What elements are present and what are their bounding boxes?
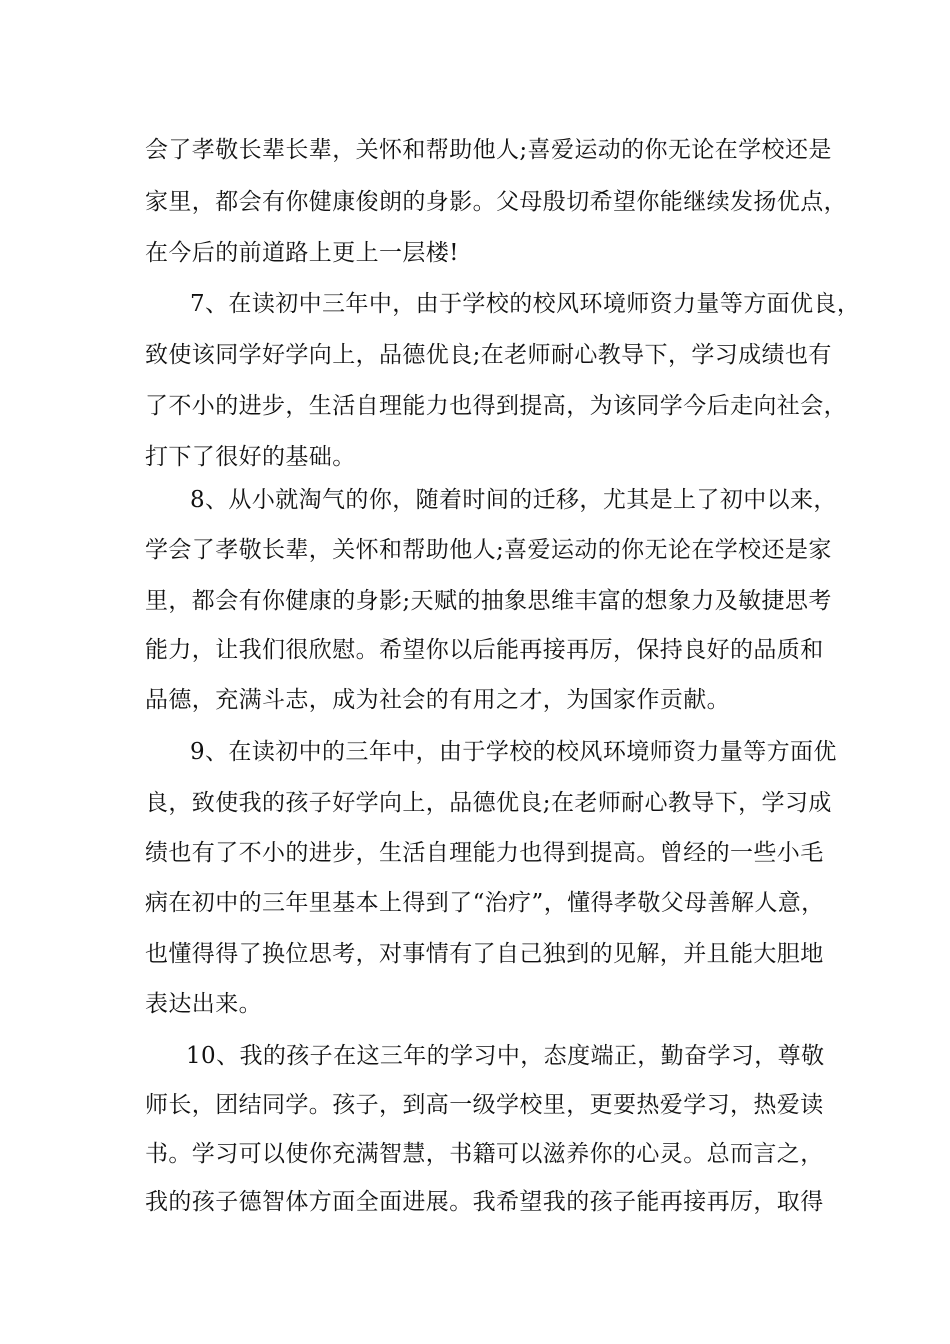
paragraph-line: 9、在读初中的三年中，由于学校的校风环境师资力量等方面优	[190, 739, 837, 765]
paragraph-line: 表达出来。	[145, 991, 262, 1017]
paragraph-line: 师长，团结同学。孩子，到高一级学校里，更要热爱学习，热爱读	[145, 1092, 824, 1118]
paragraph-line: 7、在读初中三年中，由于学校的校风环境师资力量等方面优良，	[190, 291, 861, 317]
paragraph-line: 我的孩子德智体方面全面进展。我希望我的孩子能再接再厉，取得	[145, 1189, 824, 1215]
paragraph-line: 致使该同学好学向上，品德优良;在老师耐心教导下，学习成绩也有	[145, 342, 832, 368]
paragraph-line: 良，致使我的孩子好学向上，品德优良;在老师耐心教导下，学习成	[145, 790, 832, 816]
paragraph-line: 了不小的进步，生活自理能力也得到提高，为该同学今后走向社会，	[145, 393, 847, 419]
paragraph-line: 8、从小就淘气的你，随着时间的迁移，尤其是上了初中以来，	[190, 487, 837, 513]
paragraph-line: 病在初中的三年里基本上得到了“治疗”，懂得孝敬父母善解人意，	[145, 890, 825, 916]
paragraph-line: 能力，让我们很欣慰。希望你以后能再接再厉，保持良好的品质和	[145, 637, 824, 663]
paragraph-line: 也懂得得了换位思考，对事情有了自己独到的见解，并且能大胆地	[145, 941, 824, 967]
paragraph-line: 书。学习可以使你充满智慧，书籍可以滋养你的心灵。总而言之，	[145, 1141, 824, 1167]
paragraph-line: 10、我的孩子在这三年的学习中，态度端正，勤奋学习，尊敬	[186, 1043, 825, 1069]
paragraph-line: 学会了孝敬长辈，关怀和帮助他人;喜爱运动的你无论在学校还是家	[145, 537, 832, 563]
paragraph-line: 绩也有了不小的进步，生活自理能力也得到提高。曾经的一些小毛	[145, 840, 824, 866]
paragraph-line: 品德，充满斗志，成为社会的有用之才，为国家作贡献。	[145, 687, 730, 713]
paragraph-line: 家里，都会有你健康俊朗的身影。父母殷切希望你能继续发扬优点，	[145, 189, 847, 215]
paragraph-line: 里，都会有你健康的身影;天赋的抽象思维丰富的想象力及敏捷思考	[145, 588, 832, 614]
paragraph-line: 在今后的前道路上更上一层楼!	[145, 240, 459, 266]
paragraph-line: 会了孝敬长辈长辈，关怀和帮助他人;喜爱运动的你无论在学校还是	[145, 137, 832, 163]
paragraph-line: 打下了很好的基础。	[145, 444, 356, 470]
